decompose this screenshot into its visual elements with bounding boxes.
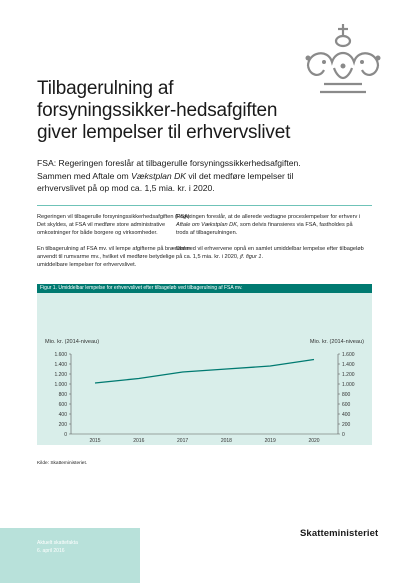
y-tick-label-right: 1.400: [342, 361, 355, 368]
y-tick-label-left: 1.600: [54, 351, 67, 358]
x-tick-label: 2018: [220, 438, 232, 444]
body-paragraph: En tilbagerulning af FSA mv. vil lempe afgifterne på brændsler anvendt til rumvarme mv., hvilket vil medføre betydelige umiddelbare lempelser for erhvervslivet.: [37, 245, 191, 269]
x-tick-label: 2019: [264, 438, 276, 444]
line-chart: [37, 293, 372, 445]
y-tick-label-right: 1.200: [342, 371, 355, 378]
y-tick-label-left: 600: [58, 401, 67, 408]
lead-text-2: vil det medføre lempelser til erhvervslivet på op mod ca. 1,5 mia. kr. i 2020.: [37, 170, 294, 193]
lead-paragraph: [37, 157, 337, 195]
body-column-right: [176, 213, 366, 268]
body-text: , som delvis finansieres via FSA, fastholdes på trods af tilbagerulningen.: [176, 222, 353, 237]
y-tick-label-left: 800: [58, 391, 67, 398]
page-title: Tilbagerulning af forsyningssikker-hedsafgiften giver lempelser til erhvervslivet: [37, 78, 291, 143]
footer-date: 6. april 2016: [37, 548, 65, 554]
x-tick-label: 2016: [133, 438, 145, 444]
divider-line: [37, 205, 372, 206]
body-paragraph: [176, 245, 366, 261]
y-axis-label-right: Mio. kr. (2014-niveau): [309, 339, 364, 345]
body-paragraph: [176, 213, 366, 238]
x-tick-label: 2015: [89, 438, 101, 444]
y-axis-label-left: Mio. kr. (2014-niveau): [45, 339, 100, 345]
y-tick-label-left: 1.400: [54, 361, 67, 368]
y-tick-label-left: 1.200: [54, 371, 67, 378]
figure-caption: Figur 1. Umiddelbar lempelse for erhvervslivet efter tilbageløb ved tilbagerulning af FSA mv.: [37, 284, 372, 293]
figure-reference: jf. figur 1: [240, 253, 262, 260]
y-tick-label-right: 1.600: [342, 351, 355, 358]
y-tick-label-left: 1.000: [54, 381, 67, 388]
source-note: Kilde: Skatteministeriet.: [37, 461, 88, 466]
y-tick-label-left: 400: [58, 411, 67, 418]
lead-text-1: FSA: Regeringen foreslår at tilbagerulle forsyningssikkerhedsafgiften. Sammen med Aftale om: [37, 158, 301, 181]
x-tick-label: 2020: [308, 438, 320, 444]
y-tick-label-right: 400: [342, 411, 351, 418]
ministry-logo-text: Skatteministeriet: [300, 528, 379, 539]
y-tick-label-right: 600: [342, 401, 351, 408]
series-line: [95, 360, 314, 384]
body-text: Regeringen foreslår, at de allerede vedtagne proceslempelser for erhverv i: [176, 214, 361, 220]
y-tick-label-right: 1.000: [342, 381, 355, 388]
lead-text-italic: Vækstplan DK: [131, 170, 187, 181]
y-tick-label-right: 0: [342, 431, 345, 438]
body-text: Dermed vil erhvervene opnå en samlet umiddelbar lempelse efter tilbageløb på ca. 1,5 mia. kr. i 2020,: [176, 245, 364, 260]
body-text-italic: Aftale om Vækstplan DK: [176, 222, 237, 229]
footer-label: Aktuelt skattefakta: [37, 540, 78, 546]
footer-band: [0, 528, 140, 583]
y-tick-label-right: 800: [342, 391, 351, 398]
body-paragraph: Regeringen vil tilbagerulle forsyningssikkerhedsafgiften (FSA). Det skyldes, at FSA vil medføre store administrative omkostninger for både borgere og virksomheder.: [37, 214, 192, 237]
y-tick-label-left: 0: [64, 431, 67, 438]
x-tick-label: 2017: [177, 438, 189, 444]
y-tick-label-right: 200: [342, 421, 351, 428]
y-tick-label-left: 200: [58, 421, 67, 428]
body-column-left: [37, 213, 197, 276]
royal-crown-logo: [300, 22, 386, 98]
body-text: .: [261, 253, 264, 260]
figure-panel: [37, 293, 372, 445]
